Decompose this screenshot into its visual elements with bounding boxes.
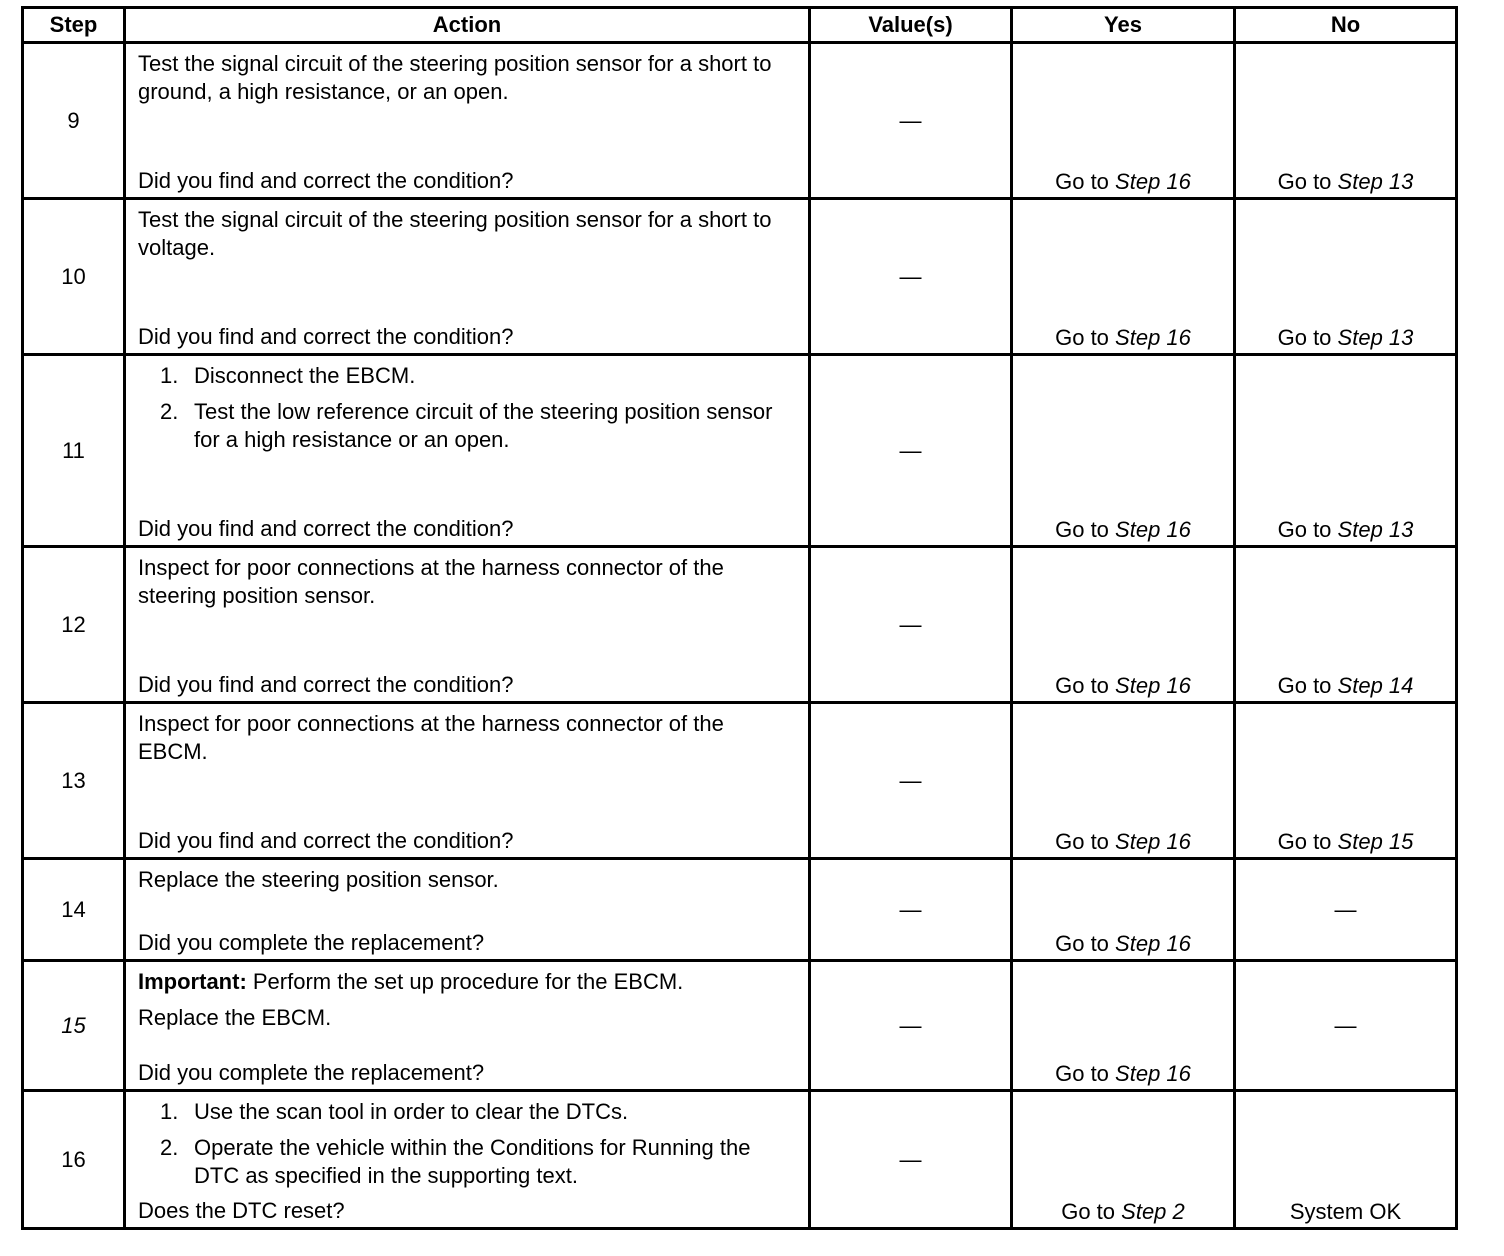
instruction-text: Replace the EBCM. <box>138 1005 332 1030</box>
list-number: 1. <box>160 1099 179 1124</box>
goto-step-ref: Step 16 <box>1115 829 1191 854</box>
goto-prefix: Go to <box>1055 829 1109 854</box>
header-values: Value(s) <box>810 8 1012 43</box>
list-text: Test the low reference circuit of the steering position sensor for a high resistance or an open. <box>194 399 773 452</box>
value-dash: — <box>899 263 922 289</box>
no-cell <box>1235 43 1457 199</box>
value-cell <box>810 703 1012 859</box>
step-number: 16 <box>23 1091 125 1229</box>
list-number: 2. <box>160 399 179 424</box>
no-goto <box>1236 673 1455 699</box>
list-text: Use the scan tool in order to clear the DTCs. <box>194 1099 629 1124</box>
value-dash: — <box>899 767 922 793</box>
yes-goto <box>1013 931 1233 957</box>
step-number: 15 <box>23 961 125 1091</box>
yes-goto <box>1013 1199 1233 1225</box>
yes-cell <box>1012 961 1235 1091</box>
table-row <box>23 355 1457 547</box>
instruction-text: Inspect for poor connections at the harness connector of the EBCM. <box>138 711 724 764</box>
value-dash: — <box>899 896 922 922</box>
goto-step-ref: Step 16 <box>1115 931 1191 956</box>
yes-cell <box>1012 43 1235 199</box>
list-number: 1. <box>160 363 179 388</box>
header-action: Action <box>125 8 810 43</box>
instruction-text: Inspect for poor connections at the harness connector of the steering position sensor. <box>138 555 724 608</box>
no-goto <box>1236 169 1455 195</box>
step-number: 14 <box>23 859 125 961</box>
table-row <box>23 1091 1457 1229</box>
list-text: Disconnect the EBCM. <box>194 363 416 388</box>
goto-step-ref: Step 16 <box>1115 673 1191 698</box>
step-number: 10 <box>23 199 125 355</box>
header-row <box>23 8 1457 43</box>
value-cell <box>810 547 1012 703</box>
step-number: 11 <box>23 355 125 547</box>
table-row <box>23 43 1457 199</box>
list-item <box>138 1134 796 1190</box>
no-result: System OK <box>1289 1199 1402 1224</box>
goto-step-ref: Step 14 <box>1337 673 1414 698</box>
instruction-text: Replace the steering position sensor. <box>138 867 499 892</box>
goto-prefix: Go to <box>1055 673 1109 698</box>
step-number: 9 <box>23 43 125 199</box>
goto-prefix: Go to <box>1277 829 1332 854</box>
no-dash: — <box>1334 1012 1357 1038</box>
goto-prefix: Go to <box>1055 1061 1109 1086</box>
goto-step-ref: Step 16 <box>1115 517 1191 542</box>
no-dash: — <box>1334 896 1357 922</box>
list-item <box>138 398 796 454</box>
action-cell <box>125 1091 810 1229</box>
goto-prefix: Go to <box>1055 169 1109 194</box>
action-cell <box>125 43 810 199</box>
list-item <box>138 362 796 390</box>
important-text: Perform the set up procedure for the EBCM. <box>246 969 684 994</box>
question-text: Did you find and correct the condition? <box>138 828 514 853</box>
value-cell <box>810 355 1012 547</box>
header-step: Step <box>23 8 125 43</box>
action-cell <box>125 859 810 961</box>
step-number: 13 <box>23 703 125 859</box>
value-cell <box>810 961 1012 1091</box>
goto-step-ref: Step 13 <box>1337 517 1414 542</box>
no-goto <box>1236 517 1455 543</box>
question-text: Did you find and correct the condition? <box>138 516 514 541</box>
goto-prefix: Go to <box>1061 1199 1116 1224</box>
question-text: Did you complete the replacement? <box>138 1060 485 1085</box>
goto-prefix: Go to <box>1277 673 1332 698</box>
instruction-list <box>138 362 796 454</box>
no-goto <box>1236 325 1455 351</box>
important-label: Important: <box>138 969 247 994</box>
list-text: Operate the vehicle within the Conditions for Running the DTC as specified in the supporting text. <box>194 1135 751 1188</box>
action-cell <box>125 355 810 547</box>
header-no: No <box>1235 8 1457 43</box>
important-note <box>138 968 796 996</box>
yes-goto <box>1013 673 1233 699</box>
question-text: Does the DTC reset? <box>138 1198 345 1223</box>
yes-cell <box>1012 859 1235 961</box>
value-cell <box>810 1091 1012 1229</box>
yes-cell <box>1012 1091 1235 1229</box>
goto-step-ref: Step 16 <box>1115 169 1191 194</box>
list-item <box>138 1098 796 1126</box>
goto-prefix: Go to <box>1055 325 1109 350</box>
value-dash: — <box>899 611 922 637</box>
yes-goto <box>1013 325 1233 351</box>
value-dash: — <box>899 1012 922 1038</box>
question-text: Did you find and correct the condition? <box>138 168 514 193</box>
table-row <box>23 199 1457 355</box>
yes-cell <box>1012 355 1235 547</box>
instruction-list <box>138 1098 796 1190</box>
header-yes: Yes <box>1012 8 1235 43</box>
no-goto <box>1236 829 1455 855</box>
yes-cell <box>1012 703 1235 859</box>
table-row <box>23 547 1457 703</box>
no-cell <box>1235 859 1457 961</box>
value-dash: — <box>899 1146 922 1172</box>
yes-goto <box>1013 517 1233 543</box>
goto-step-ref: Step 16 <box>1115 1061 1191 1086</box>
goto-step-ref: Step 13 <box>1337 169 1414 194</box>
value-cell <box>810 199 1012 355</box>
yes-goto <box>1013 829 1233 855</box>
goto-prefix: Go to <box>1277 169 1332 194</box>
question-text: Did you find and correct the condition? <box>138 672 514 697</box>
action-cell <box>125 199 810 355</box>
question-text: Did you complete the replacement? <box>138 930 485 955</box>
no-cell <box>1235 1091 1457 1229</box>
question-text: Did you find and correct the condition? <box>138 324 514 349</box>
goto-step-ref: Step 16 <box>1115 325 1191 350</box>
table-row <box>23 859 1457 961</box>
goto-prefix: Go to <box>1055 931 1109 956</box>
goto-step-ref: Step 2 <box>1121 1199 1185 1224</box>
no-cell <box>1235 355 1457 547</box>
yes-cell <box>1012 199 1235 355</box>
yes-goto <box>1013 1061 1233 1087</box>
instruction-text: Test the signal circuit of the steering position sensor for a short to voltage. <box>138 207 772 260</box>
goto-step-ref: Step 15 <box>1337 829 1414 854</box>
step-number: 12 <box>23 547 125 703</box>
action-cell <box>125 703 810 859</box>
yes-cell <box>1012 547 1235 703</box>
goto-prefix: Go to <box>1277 325 1332 350</box>
action-cell <box>125 961 810 1091</box>
goto-prefix: Go to <box>1277 517 1332 542</box>
no-cell <box>1235 961 1457 1091</box>
action-cell <box>125 547 810 703</box>
no-cell <box>1235 199 1457 355</box>
no-cell <box>1235 547 1457 703</box>
list-number: 2. <box>160 1135 179 1160</box>
value-dash: — <box>899 437 922 463</box>
diagnostic-table <box>21 6 1458 1230</box>
instruction-text: Test the signal circuit of the steering position sensor for a short to ground, a high resistance, or an open. <box>138 51 772 104</box>
goto-step-ref: Step 13 <box>1337 325 1414 350</box>
table-row <box>23 961 1457 1091</box>
yes-goto <box>1013 169 1233 195</box>
table-row <box>23 703 1457 859</box>
no-cell <box>1235 703 1457 859</box>
value-cell <box>810 43 1012 199</box>
goto-prefix: Go to <box>1055 517 1109 542</box>
value-cell <box>810 859 1012 961</box>
value-dash: — <box>899 107 922 133</box>
